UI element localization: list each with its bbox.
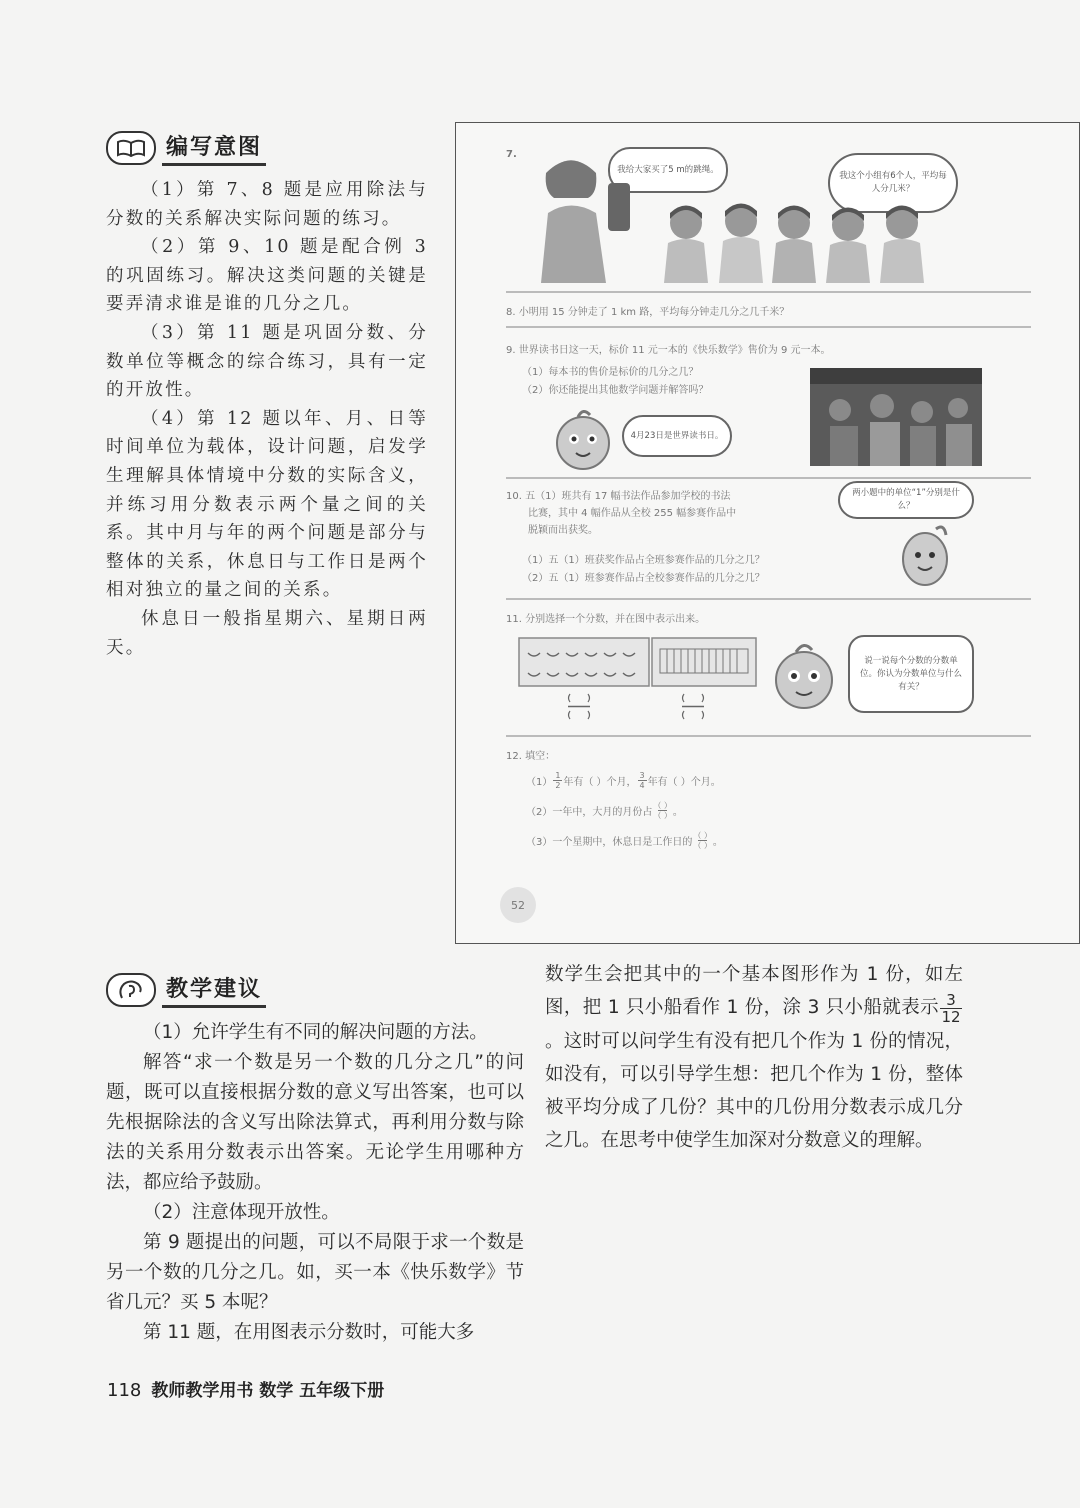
page-footer [107, 1376, 384, 1401]
page-number: 118 [107, 1380, 142, 1401]
question-11-stem: 11. 分别选择一个分数，并在图中表示出来。 [506, 614, 706, 625]
note-paragraph: （1）第 7、8 题是应用除法与分数的关系解决实际问题的练习。 [106, 180, 428, 229]
question-10-sub1: （1）五（1）班获奖作品占全班参赛作品的几分之几？ [522, 555, 765, 566]
note-paragraph: 休息日一般指星期六、星期日两天。 [106, 608, 428, 658]
body-text: 。这时可以问学生有没有把几个作为 1 份的情况，如没有，可以引导学生想：把几个作为 1 份，整体被平均分成了几份？其中的几份用分数表示成几分之几。在思考中使学生加深对分数意义的理解。 [545, 1030, 963, 1151]
note-paragraph: （4）第 12 题以年、月、日等时间单位为载体，设计问题，启发学生理解具体情境中分数的实际含义，并练习用分数表示两个量之间的关系。其中月与年的两个问题是部分与整体的关系，休息日与工作日是两个相对独立的量之间的关系。 [106, 408, 428, 601]
numerator: 3 [946, 990, 956, 1009]
question-8: 8. 小明用 15 分钟走了 1 km 路，平均每分钟走几分之几千米？ [506, 307, 790, 318]
sub-text: （2）一年中，大月的月份占 [526, 807, 653, 818]
blank-fraction [653, 801, 672, 820]
book-day-photo [810, 368, 982, 466]
numerator: （ ） [653, 801, 672, 810]
writing-intent-notes [106, 176, 428, 662]
body-paragraph: （2）注意体现开放性。 [143, 1202, 340, 1223]
fraction-diagram [518, 637, 758, 687]
speech-bubble: 4月23日是世界读书日。 [622, 415, 732, 457]
body-paragraph: 解答“求一个数是另一个数的几分之几”的问题，既可以直接根据分数的意义写出答案，也可以先根据除法的含义写出除法算式，再利用分数与除法的关系用分数表示出答案。无论学生用哪种方法，都应给予鼓励。 [106, 1052, 524, 1193]
body-text: 数学生会把其中的一个基本图形作为 1 份，如左图，把 1 只小船看作 1 份，涂 3 只小船就表示 [545, 964, 963, 1018]
fraction [638, 771, 647, 790]
question-9-sub1: （1）每本书的售价是标价的几分之几？ [522, 367, 699, 378]
teaching-suggestions-left-column [106, 1018, 524, 1348]
section-header-teaching-suggestions [106, 972, 266, 1008]
speech-bubble: 说一说每个分数的分数单位。你认为分数单位与什么有关？ [848, 635, 974, 713]
cartoon-mascot-icon [548, 405, 618, 475]
open-book-icon [106, 131, 156, 165]
denominator: 4 [639, 781, 645, 790]
cartoon-mascot-icon [766, 638, 842, 714]
lightbulb-icon [106, 973, 156, 1007]
body-paragraph: 第 11 题，在用图表示分数时，可能大多 [143, 1322, 475, 1343]
question-10-stem: 10. 五（1）班共有 17 幅书法作品参加学校的书法 [506, 491, 731, 502]
section-header-writing-intent [106, 130, 266, 166]
question-10-stem: 脱颖而出获奖。 [528, 525, 598, 536]
denominator: 2 [555, 781, 561, 790]
question-12-stem: 12. 填空： [506, 751, 556, 762]
section-title: 教学建议 [162, 972, 266, 1008]
question-12-sub1 [526, 771, 721, 790]
question-10-sub2: （2）五（1）班参赛作品占全校参赛作品的几分之几？ [522, 573, 765, 584]
teacher-students-illustration [526, 143, 1006, 283]
numerator: （ ） [693, 831, 712, 840]
denominator: （ ） [693, 841, 712, 850]
question-10-stem: 比赛，其中 4 幅作品从全校 255 幅参赛作品中 [528, 508, 737, 519]
sub-text: 年有（ ）个月。 [647, 777, 721, 788]
thought-bubble: 我这个小组有6个人，平均每人分几米？ [828, 153, 958, 213]
body-paragraph [545, 958, 963, 1157]
cartoon-mascot-icon [890, 521, 960, 587]
sub-label: （1） [526, 777, 553, 788]
question-number: 7. [506, 149, 517, 160]
question-12-sub2: （2）一年中，大月的月份占 $\frac{( )}{( )}$ 。 [526, 801, 683, 820]
fraction [940, 992, 962, 1025]
blank-fraction [693, 831, 712, 850]
numerator: 1 [555, 771, 561, 780]
sub-text: （3）一个星期中，休息日是工作日的 [526, 837, 693, 848]
denominator: 12 [941, 1007, 961, 1026]
speech-bubble: 我给大家买了5 m的跳绳。 [608, 147, 728, 193]
speech-bubble: 两小题中的单位“1”分别是什么？ [838, 481, 974, 519]
textbook-page-excerpt [455, 122, 1080, 944]
denominator: （ ） [653, 811, 672, 820]
section-title: 编写意图 [162, 130, 266, 166]
teaching-suggestions-right-column [545, 958, 963, 1157]
blank-fraction-icon [678, 691, 708, 723]
numerator: 3 [639, 771, 645, 780]
question-12-sub3: （3）一个星期中，休息日是工作日的 $\frac{( )}{( )}$ 。 [526, 831, 723, 850]
blank-fraction-icon [564, 691, 594, 723]
note-paragraph: （3）第 11 题是巩固分数、分数单位等概念的综合练习，具有一定的开放性。 [106, 322, 428, 401]
sub-text: 年有（ ）个月， [563, 777, 637, 788]
note-paragraph: （2）第 9、10 题是配合例 3 的巩固练习。解决这类问题的关键是要弄清求谁是谁的几分之几。 [106, 237, 428, 315]
body-paragraph: 第 9 题提出的问题，可以不局限于求一个数是另一个数的几分之几。如，买一本《快乐数学》节省几元？买 5 本呢？ [106, 1232, 524, 1313]
fraction [553, 771, 562, 790]
question-9-stem: 9. 世界读书日这一天，标价 11 元一本的《快乐数学》售价为 9 元一本。 [506, 345, 831, 356]
body-paragraph: （1）允许学生有不同的解决问题的方法。 [143, 1022, 488, 1043]
book-title: 教师教学用书 数学 五年级下册 [151, 1381, 385, 1401]
textbook-page-number: 52 [500, 887, 536, 923]
question-9-sub2: （2）你还能提出其他数学问题并解答吗？ [522, 385, 709, 396]
